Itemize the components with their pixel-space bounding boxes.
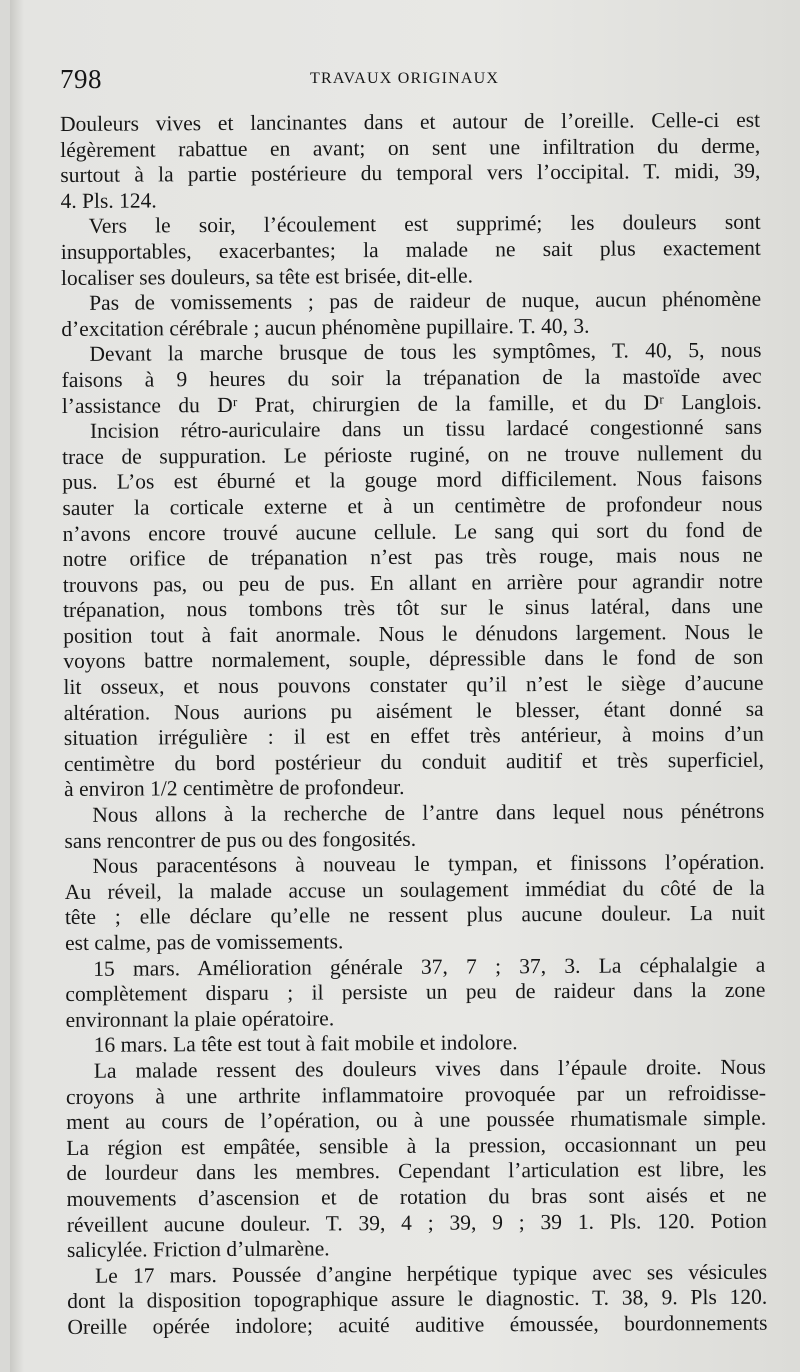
text-line: Nous allons à la recherche de l’antre dans lequel nous pénétrons	[92, 798, 765, 827]
text-line: d’excitation cérébrale ; aucun phénomène pupillaire. T. 40, 3.	[61, 313, 590, 341]
text-line: l’assistance du Dʳ Prat, chirurgien de la famille, et du Dʳ Langlois.	[61, 389, 762, 418]
text-line: trace de suppuration. Le périoste ruginé, on ne trouve nullement du	[62, 440, 763, 469]
text-line: de lourdeur dans les membres. Cependant l’articulation est libre, les	[66, 1157, 767, 1186]
text-line: surtout à la partie postérieure du temporal vers l’occipital. T. midi, 39,	[60, 158, 761, 188]
page-header	[60, 62, 760, 96]
text-line: à environ 1/2 centimètre de profondeur.	[64, 775, 405, 802]
text-line: Oreille opérée indolore; acuité auditive émoussée, bourdonnements	[67, 1310, 768, 1339]
text-line: centimètre du bord postérieur du conduit auditif et très superficiel,	[63, 747, 765, 776]
text-line: légèrement rabattue en avant; on sent une infiltration du derme,	[60, 133, 761, 162]
text-line: ment au cours de l’opération, ou à une poussée rhumatismale simple.	[66, 1105, 767, 1135]
text-line: situation irrégulière : il est en effet très antérieur, à moins d’un	[63, 721, 764, 751]
text-line: tête ; elle déclare qu’elle ne ressent plus aucune douleur. La nuit	[64, 901, 765, 930]
text-line: complètement disparu ; il persiste un peu de raideur dans la zone	[65, 977, 766, 1007]
text-line: réveillent aucune douleur. T. 39, 4 ; 39, 9 ; 39 1. Pls. 120. Potion	[66, 1208, 767, 1237]
text-line: 15 mars. Amélioration générale 37, 7 ; 37, 3. La céphalalgie a	[93, 952, 766, 981]
body-text	[60, 108, 767, 1341]
text-line: Nous paracentésons à nouveau le tympan, et finissons l’opération.	[92, 849, 765, 879]
text-line: mouvements d’ascension et de rotation du bras sont aisés et ne	[66, 1182, 767, 1211]
text-line: position tout à fait anormale. Nous le dénudons largement. Nous le	[63, 619, 764, 648]
running-head: TRAVAUX ORIGINAUX	[310, 70, 500, 87]
text-line: Devant la marche brusque de tous les symptômes, T. 40, 5, nous	[89, 338, 762, 367]
text-line: insupportables, exacerbantes; la malade ne sait plus exactement	[60, 235, 761, 264]
text-line: faisons à 9 heures du soir la trépanation de la mastoïde avec	[61, 363, 762, 392]
text-line: salicylée. Friction d’ulmarène.	[66, 1236, 330, 1263]
text-line: voyons battre normalement, souple, dépressible dans le fond de son	[63, 645, 764, 674]
text-line: environnant la plaie opératoire.	[65, 1006, 335, 1032]
text-line: sans rencontrer de pus ou des fongosités.	[64, 826, 417, 853]
text-line: altération. Nous aurions pu aisément le blesser, étant donné sa	[63, 696, 764, 725]
text-line: dont la disposition topographique assure le diagnostic. T. 38, 9. Pls 120.	[67, 1285, 768, 1314]
text-line: Au réveil, la malade accuse un soulagement immédiat du côté de la	[64, 875, 765, 904]
text-line: trouvons pas, ou peu de pus. En allant en arrière pour agrandir notre	[62, 568, 763, 597]
book-page	[10, 0, 800, 1372]
text-line: sauter la corticale externe et à un centimètre de profondeur nous	[62, 491, 763, 520]
text-line: Pas de vomissements ; pas de raideur de nuque, aucun phénomène	[89, 286, 762, 315]
text-line: 4. Pls. 124.	[60, 188, 157, 213]
text-line: Douleurs vives et lancinantes dans et autour de l’oreille. Celle-ci est	[60, 107, 761, 136]
text-line: Vers le soir, l’écoulement est supprimé; les douleurs sont	[88, 210, 761, 239]
text-line: pus. L’os est éburné et la gouge mord difficilement. Nous faisons	[62, 466, 763, 495]
text-line: Incision rétro-auriculaire dans un tissu lardacé congestionné sans	[89, 414, 763, 443]
text-line: 16 mars. La tête est tout à fait mobile et indolore.	[93, 1030, 518, 1058]
text-line: lit osseux, et nous pouvons constater qu’il n’est le siège d’aucune	[63, 670, 764, 700]
text-line: est calme, pas de vomissements.	[65, 929, 344, 955]
text-line: Le 17 mars. Poussée d’angine herpétique typique avec ses vésicules	[95, 1259, 768, 1288]
text-line: La région est empâtée, sensible à la pression, occasionnant un peu	[66, 1131, 767, 1160]
text-line: croyons à une arthrite inflammatoire provoquée par un refroidisse-	[65, 1080, 767, 1109]
text-line: localiser ses douleurs, sa tête est brisée, dit-elle.	[60, 263, 474, 290]
page-number: 798	[60, 64, 102, 94]
text-line: trépanation, nous tombons très tôt sur le sinus latéral, dans une	[62, 593, 764, 623]
text-line: La malade ressent des douleurs vives dans l’épaule droite. Nous	[93, 1054, 766, 1083]
text-line: n’avons encore trouvé aucune cellule. Le sang qui sort du fond de	[62, 517, 763, 546]
text-line: notre orifice de trépanation n’est pas très rouge, mais nous ne	[62, 542, 763, 572]
